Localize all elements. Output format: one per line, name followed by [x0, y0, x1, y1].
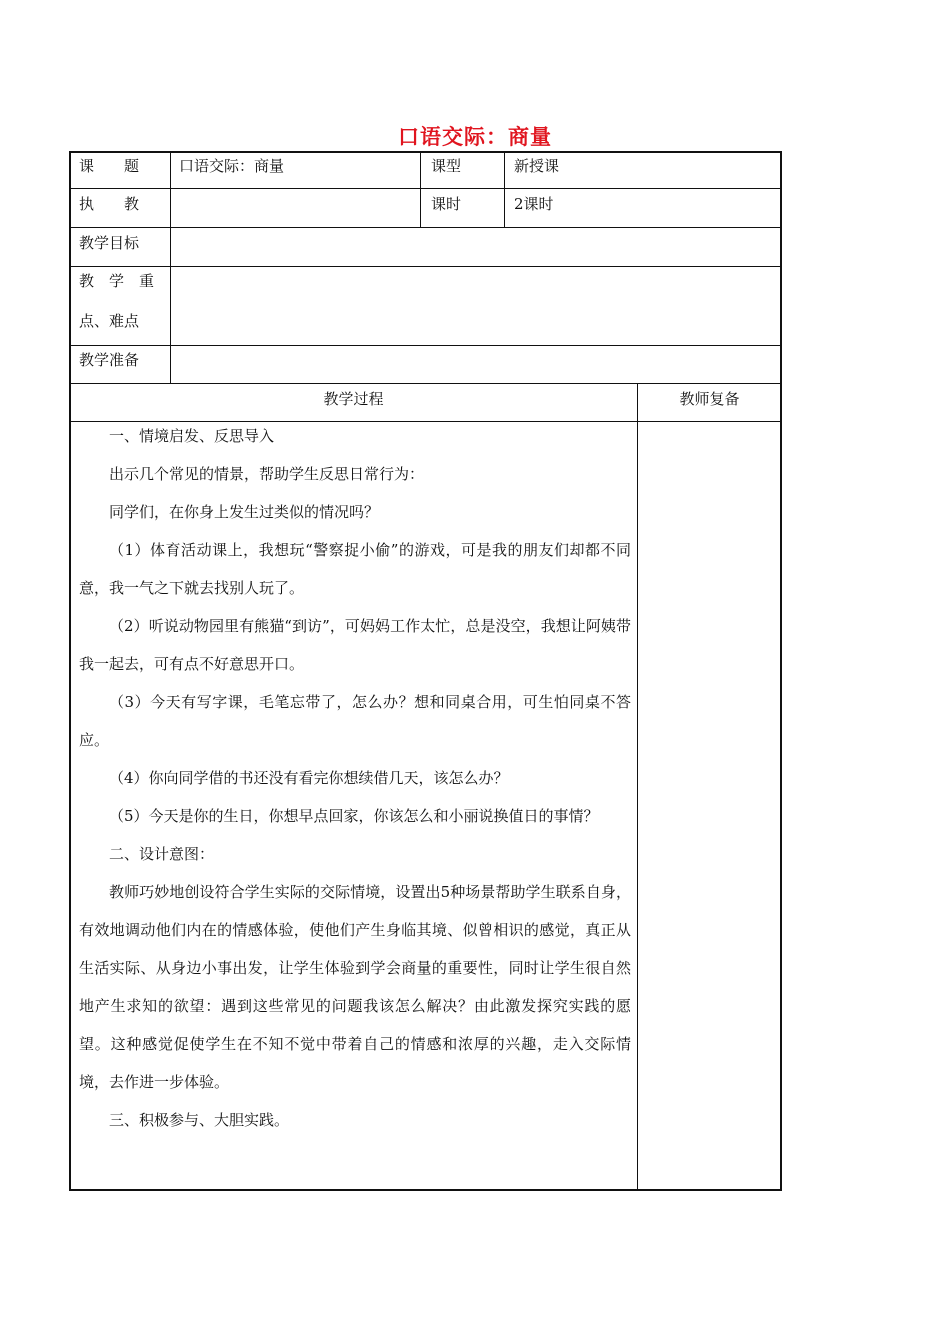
- scenario-item: （5）今天是你的生日，你想早点回家，你该怎么和小丽说换值日的事情？: [109, 807, 599, 825]
- type-value: 新授课: [514, 157, 560, 175]
- key-label-line2: 点、难点: [79, 312, 140, 330]
- scenario-item: （4）你向同学借的书还没有看完你想续借几天，该怎么办？: [109, 769, 509, 787]
- scenario-item: （2）听说动物园里有熊猫“到访”，可妈妈工作太忙，总是没空，我想让阿姨带我一起去，可有点不好意思开口。: [79, 617, 631, 673]
- type-label: 课型: [431, 157, 462, 175]
- col-divider: [637, 384, 638, 1190]
- period-value: 2课时: [514, 195, 554, 213]
- process-heading: 教学过程: [323, 390, 384, 408]
- goal-label: 教学目标: [79, 234, 140, 252]
- key-label-line1: 教 学 重: [79, 272, 155, 290]
- col-divider: [170, 152, 171, 383]
- teacher-label: 执 教: [79, 195, 140, 213]
- row-divider: [70, 227, 781, 228]
- period-label: 课时: [431, 195, 462, 213]
- topic-label: [79, 156, 161, 176]
- section-heading: 三、积极参与、大胆实践。: [109, 1111, 290, 1129]
- prep-label: 教学准备: [79, 351, 140, 369]
- process-body: [79, 417, 631, 1139]
- scenario-item: （3）今天有写字课，毛笔忘带了，怎么办？想和同桌合用，可生怕同桌不答应。: [79, 693, 631, 749]
- review-heading: 教师复备: [679, 390, 740, 408]
- col-divider: [504, 152, 505, 227]
- topic-label-text: 课 题: [79, 157, 140, 175]
- section-heading: 二、设计意图：: [109, 845, 215, 863]
- col-divider: [420, 152, 421, 227]
- page-title: 口语交际：商量: [398, 125, 552, 149]
- paragraph: 教师巧妙地创设符合学生实际的交际情境，设置出5种场景帮助学生联系自身，有效地调动他们内在的情感体验，使他们产生身临其境、似曾相识的感觉，真正从生活实际、从身边小事出发，让学生体验到学会商量的重要性，同时让学生很自然地产生求知的欲望：遇到这些常见的问题我该怎么解决？由此激发探究实践的愿望。这种感觉促使学生在不知不觉中带着自己的情感和浓厚的兴趣，走入交际情境，去作进一步体验。: [79, 883, 631, 1091]
- paragraph: 同学们，在你身上发生过类似的情况吗？: [109, 503, 380, 521]
- topic-value: 口语交际：商量: [179, 157, 285, 175]
- row-divider: [70, 266, 781, 267]
- scenario-item: （1）体育活动课上，我想玩“警察捉小偷”的游戏，可是我的朋友们却都不同意，我一气之下就去找别人玩了。: [79, 541, 631, 597]
- section-heading: 一、情境启发、反思导入: [109, 427, 275, 445]
- row-divider: [70, 188, 781, 189]
- paragraph: 出示几个常见的情景，帮助学生反思日常行为：: [109, 465, 425, 483]
- row-divider: [70, 345, 781, 346]
- row-divider: [70, 383, 781, 384]
